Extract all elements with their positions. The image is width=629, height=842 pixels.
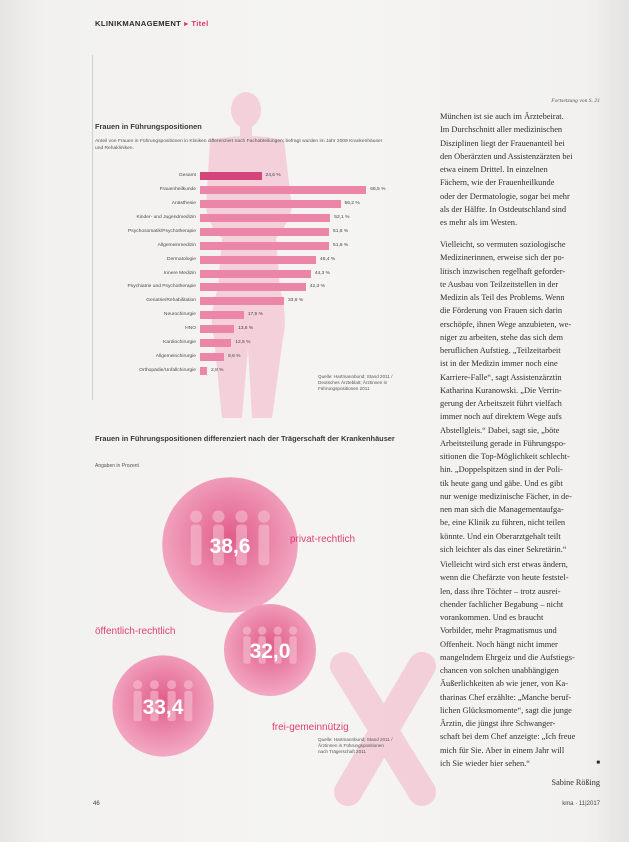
chart-title: Frauen in Führungspositionen differenziert nach der Trägerschaft der Krankenhäuser (95, 434, 395, 443)
article-line: sich leichter als das einer Sekretärin.“ (440, 544, 567, 554)
section-header (95, 19, 209, 28)
article-line: be, eine Klinik zu führen, nicht teilen (440, 518, 566, 528)
bar (200, 297, 284, 305)
author-name: Sabine Rößing (551, 778, 600, 787)
page-number: 46 (93, 801, 100, 807)
bar (200, 200, 341, 208)
article-line: niger zu arbeiten, stehe das sich dem (440, 332, 564, 342)
bar-value-label: 42,3 % (309, 284, 325, 290)
bar-category-label: Gesamt (178, 173, 196, 178)
article-line: ich Sie wieder hier sehen.“ (440, 758, 530, 768)
subsection-label: Titel (191, 19, 209, 28)
bubble-category-label: öffentlich-rechtlich (95, 626, 176, 637)
article-line: als der Hälfte. In Ostdeutschland sind (440, 204, 567, 214)
bar-category-label: Kardiochirurgie (163, 340, 196, 346)
bar-category-label: Psychosomatik/Psychotherapie (128, 228, 196, 234)
bar (200, 242, 329, 250)
bubble-group (224, 604, 316, 696)
bar-value-label: 24,6 % (265, 173, 281, 178)
bar-value-label: 2,8 % (211, 368, 224, 374)
article-paragraph (440, 238, 602, 556)
bubble-category-label: frei-gemeinnützig (272, 722, 349, 733)
source-line: nach Trägerschaft 2011 (318, 749, 366, 754)
chart-title: Frauen in Führungspositionen (95, 122, 202, 131)
article-line: lichen Glücksmomente“, sagt die junge (440, 705, 572, 715)
bar-category-label: Geriatrie/Rehabilitation (146, 298, 196, 304)
person-figure-icon (184, 680, 193, 721)
article-line: Karriere-Falle“, sagt Assistenzärztin (440, 372, 562, 382)
bar (200, 353, 224, 361)
article-line: ist in der Medizin immer noch eine (440, 359, 558, 369)
bar-category-label: Frauenheilkunde (159, 186, 196, 192)
bar (200, 228, 329, 236)
article-line: wenn die Chefärzte von heute feststel- (440, 573, 569, 583)
bar (200, 325, 234, 333)
article-line: tik heute gang und gäbe. Und es gibt (440, 478, 563, 488)
bubble-group (162, 477, 298, 613)
source-line: Quelle: Hartmannbund; Stand 2011 / (318, 374, 393, 379)
article-line: Katharina Kuranowski. „Die Verrin- (440, 385, 562, 395)
bar-category-label: Innere Medizin (163, 270, 196, 276)
source-line: Führungspositionen 2011 (318, 386, 370, 391)
article-line: te Ausbau von Teilzeitstellen in der (440, 279, 559, 289)
bar (200, 283, 306, 291)
article-line: Medizin als Teil des Problems. Wenn (440, 293, 565, 302)
bubble-category-label: privat-rechtlich (290, 534, 356, 545)
article-line: mich für Sie. Aber in einem Jahr will (440, 745, 565, 755)
article-paragraph (440, 558, 602, 770)
bar-category-label: HNO (185, 326, 196, 332)
bar (200, 214, 330, 222)
article-line: Medizinerinnen, erweise sich der po- (440, 253, 565, 263)
source-line: Deutsches Ärzteblatt; Ärztinnen in (318, 380, 388, 385)
article-line: die Förderung von Frauen sich darin (440, 306, 563, 316)
article-line: Vielleicht wird sich erst etwas ändern, (440, 560, 568, 569)
bar-value-label: 44,3 % (314, 270, 330, 276)
article-line: sitionen die Top-Möglichkeit schlecht- (440, 452, 570, 461)
article-line: schaft bei dem Chef anzeigte: „Ich freue (440, 732, 576, 742)
bar-value-label: 17,5 % (247, 312, 263, 318)
bar-value-label: 9,6 % (228, 354, 241, 360)
article-line: Äußerlichkeiten ab wie jener, von Ka- (440, 679, 569, 689)
bar-category-label: Orthopädie/Unfallchirurgie (139, 368, 196, 374)
bubble-group (112, 655, 213, 756)
article-line: Arbeitsteilung gerade in Führungspo- (440, 438, 566, 448)
person-figure-icon (190, 510, 202, 565)
bubble-value-label: 38,6 (209, 535, 251, 558)
bar-value-label: 33,6 % (288, 298, 304, 304)
person-figure-icon (133, 680, 142, 721)
article-line: etwa einem Drittel. In einzelnen (440, 165, 548, 174)
chart-source-note (318, 374, 392, 392)
article-line: len, dass ihre Töchter – trotz ausrei- (440, 586, 561, 596)
article-line: immer noch auf direktem Wege aufs (440, 412, 562, 422)
article-line: Im Durchschnitt aller medizinischen (440, 125, 563, 135)
person-figure-icon (258, 510, 270, 565)
bar (200, 186, 366, 194)
article-line: nur wenige medizinische Fächer, in de- (440, 491, 572, 501)
bar (200, 172, 262, 180)
bubble-value-label: 33,4 (142, 696, 184, 719)
article-line: mangelndem Ehrgeiz und die Aufstiegs- (440, 652, 575, 662)
bar (200, 367, 207, 375)
article-line: den Oberärzten und Assistenzärzten bei (440, 151, 573, 161)
end-of-article-icon: ■ (596, 760, 600, 766)
bar-value-label: 66,5 % (370, 186, 386, 192)
article-line: oder der Dermatologie, sogar bei mehr (440, 191, 570, 201)
article-line: München ist sie auch im Ärztebeirat. (440, 112, 564, 121)
article-line: Ärztin, die jüngst ihre Schwanger- (440, 719, 556, 728)
bar (200, 339, 231, 347)
article-line: Offenheit. Noch hängt nicht immer (440, 639, 558, 649)
bar-category-label: Neurochirurgie (163, 312, 196, 318)
bar (200, 270, 311, 278)
article-line: litisch inzwischen regelhaft geforder- (440, 266, 566, 276)
article-line: es mehr als im Westen. (440, 218, 518, 227)
bar-value-label: 12,5 % (235, 340, 251, 346)
article-line: Vorbilder, mehr Pragmatismus und (440, 626, 557, 636)
bar (200, 311, 244, 319)
bar-category-label: Kinder- und Jugendmedizin (136, 214, 196, 220)
article-line: nen man sich die Managementaufga- (440, 505, 564, 514)
bar-category-label: Psychiatrie und Psychotherapie (127, 284, 196, 290)
article-line: tharinas Chef erzählte: „Manche beruf- (440, 692, 572, 702)
article-line: könnte. Und ein Oberarztgehalt teilt (440, 531, 561, 541)
bar-value-label: 13,6 % (238, 326, 254, 332)
article-paragraph (440, 110, 602, 229)
article-line: Disziplinen liegt der Frauenanteil bei (440, 138, 565, 148)
arrow-right-icon: ▸ (184, 19, 189, 28)
bar-value-label: 52,1 % (334, 214, 350, 220)
article-line: vorankommen. Und es braucht (440, 613, 544, 622)
source-line: Quelle: Hartmannbund; Stand 2011 / (318, 737, 393, 742)
article-line: chancen von solchen unabhängigen (440, 666, 559, 675)
article-line: Fächern, wie der Frauenheilkunde (440, 178, 555, 188)
section-label: KLINIKMANAGEMENT (95, 19, 182, 28)
continued-note: Fortsetzung von S. 21 (551, 98, 600, 104)
bar-value-label: 56,2 % (344, 200, 360, 206)
bar-category-label: Anästhesie (171, 200, 196, 206)
issue-footer: kma · 11|2017 (562, 801, 600, 807)
article-line: hin. „Doppelspitzen sind in der Poli- (440, 465, 563, 475)
chart-source-note (318, 737, 392, 755)
bar (200, 256, 316, 264)
bar-value-label: 46,4 % (320, 256, 336, 262)
bar-category-label: Allgemeinmedizin (157, 242, 196, 248)
article-line: Vielleicht, so vermuten soziologische (440, 240, 566, 249)
article-line: erschöpfe, ihnen Wege anzubieten, we- (440, 319, 572, 329)
article-line: Abstellgleis.“ Dabei, sagt sie, „böte (440, 425, 560, 435)
bar-category-label: Dermatologie (166, 256, 196, 262)
source-line: Ärztinnen in Führungspositionen (318, 743, 384, 748)
article-line: gerung der Arbeitszeit führt vielfach (440, 399, 562, 408)
bar-category-label: Allgemeinchirurgie (155, 354, 196, 360)
bar-value-label: 51,6 % (333, 228, 349, 234)
chart-subtitle: Anteil von Frauen in Führungspositionen in Kliniken differenziert nach Fachabteilungen; befragt wurden im Jahr 2009 Krankenhäuser und Rehakliniken. (95, 139, 383, 151)
bubble-value-label: 32,0 (249, 640, 291, 663)
article-line: beruflichen Aufstieg. „Teilzeitarbeit (440, 346, 561, 355)
article-line: chender fachlicher Begabung – nicht (440, 599, 564, 609)
bar-value-label: 51,6 % (333, 242, 349, 248)
scan-edge-line (92, 55, 93, 400)
chart-subtitle: Angaben in Prozent (95, 463, 139, 469)
